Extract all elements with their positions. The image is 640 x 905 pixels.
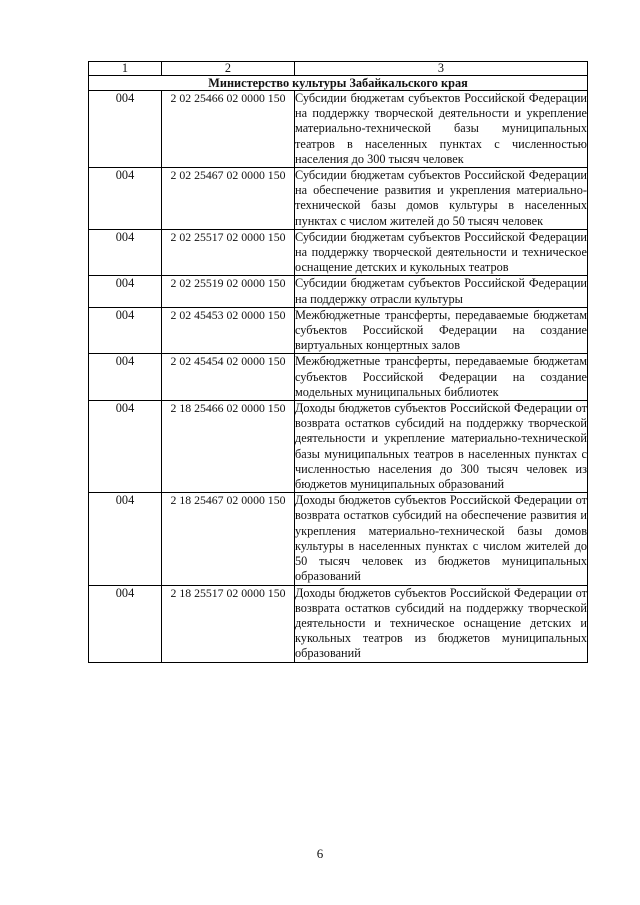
administrator-code-cell: 004	[89, 91, 162, 168]
administrator-code-cell: 004	[89, 401, 162, 493]
budget-code-cell: 2 18 25466 02 0000 150	[162, 401, 295, 493]
revenue-description-cell: Межбюджетные трансферты, передаваемые бюджетам субъектов Российской Федерации на создание модельных муниципальных библиотек	[295, 354, 587, 399]
department-name: Министерство культуры Забайкальского края	[89, 76, 588, 91]
budget-code-cell: 2 02 25519 02 0000 150	[162, 276, 295, 307]
administrator-code-cell: 004	[89, 276, 162, 307]
table-row	[89, 276, 588, 307]
table-row	[89, 91, 588, 168]
table-row	[89, 493, 588, 585]
revenue-description-cell: Доходы бюджетов субъектов Российской Федерации от возврата остатков субсидий на обеспечение развития и укрепления материально-технической базы домов культуры в населенных пунктах с числом жителей до 50 тысяч человек из бюджетов муниципальных образований	[295, 493, 587, 584]
administrator-code-cell: 004	[89, 307, 162, 354]
table-row	[89, 168, 588, 230]
administrator-code-cell: 004	[89, 168, 162, 230]
budget-classification-table	[88, 61, 588, 663]
column-number-1: 1	[89, 62, 162, 76]
revenue-description-cell: Доходы бюджетов субъектов Российской Федерации от возврата остатков субсидий на поддержку творческой деятельности и укрепление материально-технической базы муниципальных театров в населенных пунктах с численностью населения до 300 тысяч человек из бюджетов муниципальных образований	[295, 401, 587, 492]
table-row	[89, 401, 588, 493]
administrator-code-cell: 004	[89, 354, 162, 401]
page-number: 6	[316, 846, 324, 861]
revenue-description-cell: Доходы бюджетов субъектов Российской Федерации от возврата остатков субсидий на поддержку творческой деятельности и техническое оснащение детских и кукольных театров из бюджетов муниципальных образований	[295, 585, 587, 661]
table-row	[89, 307, 588, 354]
budget-code-cell: 2 18 25517 02 0000 150	[162, 585, 295, 662]
column-number-row	[89, 62, 588, 76]
administrator-code-cell: 004	[89, 585, 162, 662]
budget-code-cell: 2 02 25467 02 0000 150	[162, 168, 295, 230]
table-row	[89, 354, 588, 401]
revenue-description-cell: Субсидии бюджетам субъектов Российской Федерации на поддержку творческой деятельности и укрепление материально-технической базы муниципальных театров в населенных пунктах с численностью населения до 300 тысяч человек	[295, 91, 587, 166]
budget-code-cell: 2 18 25467 02 0000 150	[162, 493, 295, 585]
column-number-2: 2	[162, 62, 295, 76]
budget-code-cell: 2 02 45453 02 0000 150	[162, 307, 295, 354]
administrator-code-cell: 004	[89, 493, 162, 585]
revenue-description-cell: Субсидии бюджетам субъектов Российской Федерации на поддержку творческой деятельности и техническое оснащение детских и кукольных театров	[295, 229, 587, 275]
table-row	[89, 585, 588, 662]
department-row	[89, 76, 588, 91]
table-row	[89, 229, 588, 276]
budget-code-cell: 2 02 45454 02 0000 150	[162, 354, 295, 401]
column-number-3: 3	[295, 62, 588, 76]
budget-code-cell: 2 02 25466 02 0000 150	[162, 91, 295, 168]
administrator-code-cell: 004	[89, 229, 162, 276]
revenue-description-cell: Субсидии бюджетам субъектов Российской Федерации на обеспечение развития и укрепления материально-технической базы домов культуры в населенных пунктах с числом жителей до 50 тысяч человек	[295, 168, 587, 228]
budget-code-cell: 2 02 25517 02 0000 150	[162, 229, 295, 276]
revenue-description-cell: Межбюджетные трансферты, передаваемые бюджетам субъектов Российской Федерации на создание виртуальных концертных залов	[295, 307, 587, 353]
revenue-description-cell: Субсидии бюджетам субъектов Российской Федерации на поддержку отрасли культуры	[295, 276, 587, 306]
